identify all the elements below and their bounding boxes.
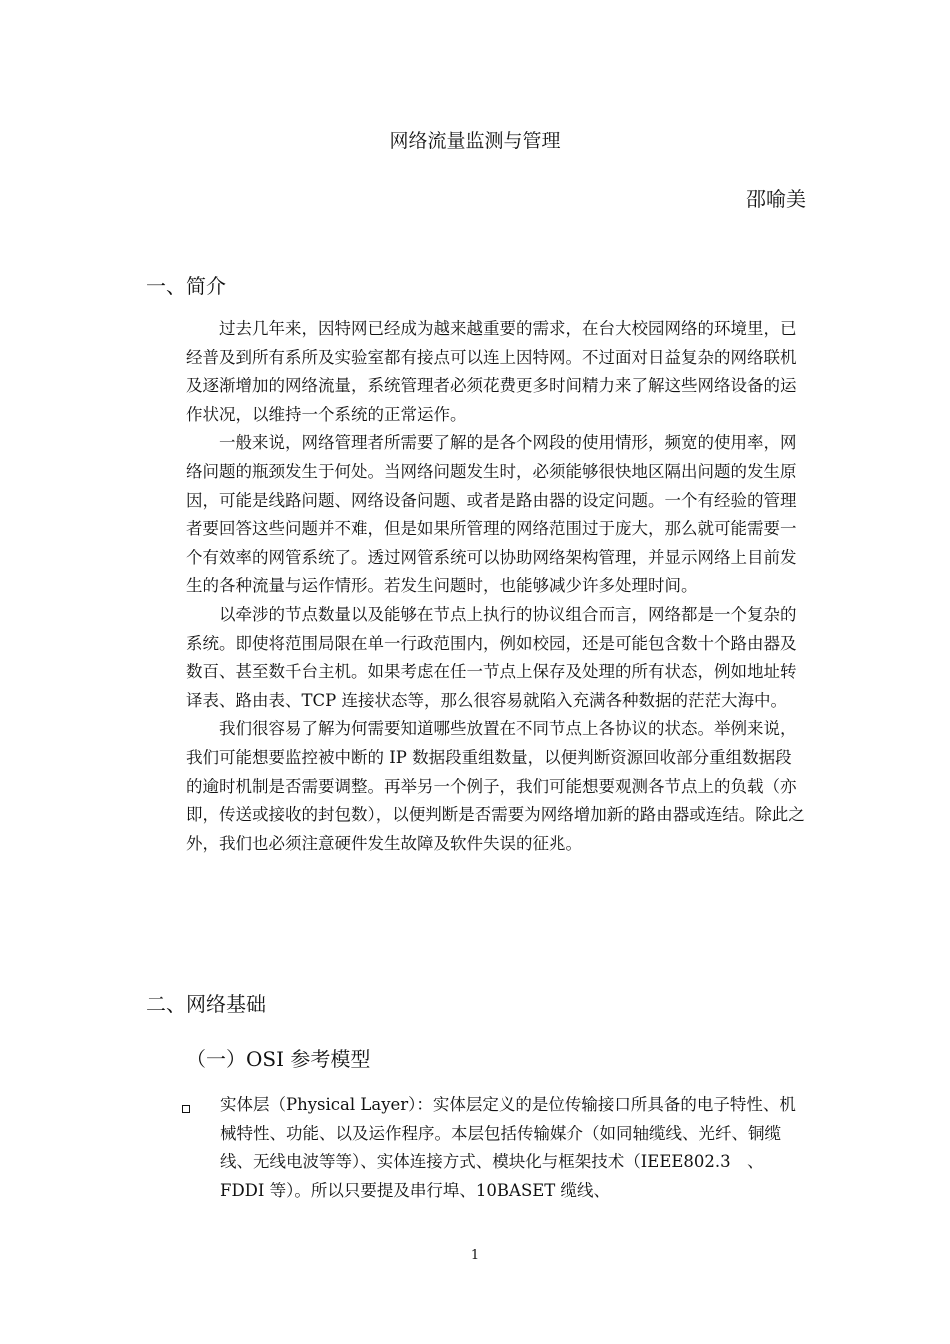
- paragraph: 以牵涉的节点数量以及能够在节点上执行的协议组合而言，网络都是一个复杂的系统。即使将范围局限在单一行政范围内，例如校园，还是可能包含数十个路由器及数百、甚至数千台主机。如果考虑在任一节点上保存及处理的所有状态，例如地址转译表、路由表、TCP 连接状态等，那么很容易就陷入充满各种数据的茫茫大海中。: [186, 604, 797, 710]
- paragraph: 我们很容易了解为何需要知道哪些放置在不同节点上各协议的状态。举例来说，我们可能想要监控被中断的 IP 数据段重组数量，以便判断资源回收部分重组数据段的逾时机制是否需要调整。再举另一个例子，我们可能想要观测各节点上的负载（亦即，传送或接收的封包数），以便判断是否需要为网络增加新的路由器或连结。除此之外，我们也必须注意硬件发生故障及软件失误的征兆。: [186, 719, 805, 853]
- bullet-text: 实体层（Physical Layer）：实体层定义的是位传输接口所具备的电子特性、机械特性、功能、以及运作程序。本层包括传输媒介（如同轴缆线、光纤、铜缆线、无线电波等等）、实体连接方式、模块化与框架技术（IEEE802.3 、FDDI 等）。所以只要提及串行埠、10BASET 缆线、: [220, 1095, 796, 1200]
- paragraph: 过去几年来，因特网已经成为越来越重要的需求，在台大校园网络的环境里，已经普及到所有系所及实验室都有接点可以连上因特网。不过面对日益复杂的网络联机及逐渐增加的网络流量，系统管理者必须花费更多时间精力来了解这些网络设备的运作状况，以维持一个系统的正常运作。: [186, 319, 797, 424]
- document-title: 网络流量监测与管理: [389, 130, 561, 152]
- document-author: 邵喻美: [746, 187, 806, 211]
- section-heading-network-basics: 二、网络基础: [146, 992, 266, 1016]
- subsection-heading-osi-model: （一）OSI 参考模型: [186, 1047, 371, 1071]
- page-number: 1: [470, 1248, 480, 1263]
- section-intro-body: [186, 315, 806, 858]
- square-bullet-icon: [182, 1105, 190, 1113]
- section-heading-intro: 一、简介: [146, 274, 226, 298]
- paragraph: 一般来说，网络管理者所需要了解的是各个网段的使用情形，频宽的使用率，网络问题的瓶颈发生于何处。当网络问题发生时，必须能够很快地区隔出问题的发生原因，可能是线路问题、网络设备问题、或者是路由器的设定问题。一个有经验的管理者要回答这些问题并不难，但是如果所管理的网络范围过于庞大，那么就可能需要一个有效率的网管系统了。透过网管系统可以协助网络架构管理，并显示网络上目前发生的各种流量与运作情形。若发生问题时，也能够减少许多处理时间。: [186, 433, 797, 596]
